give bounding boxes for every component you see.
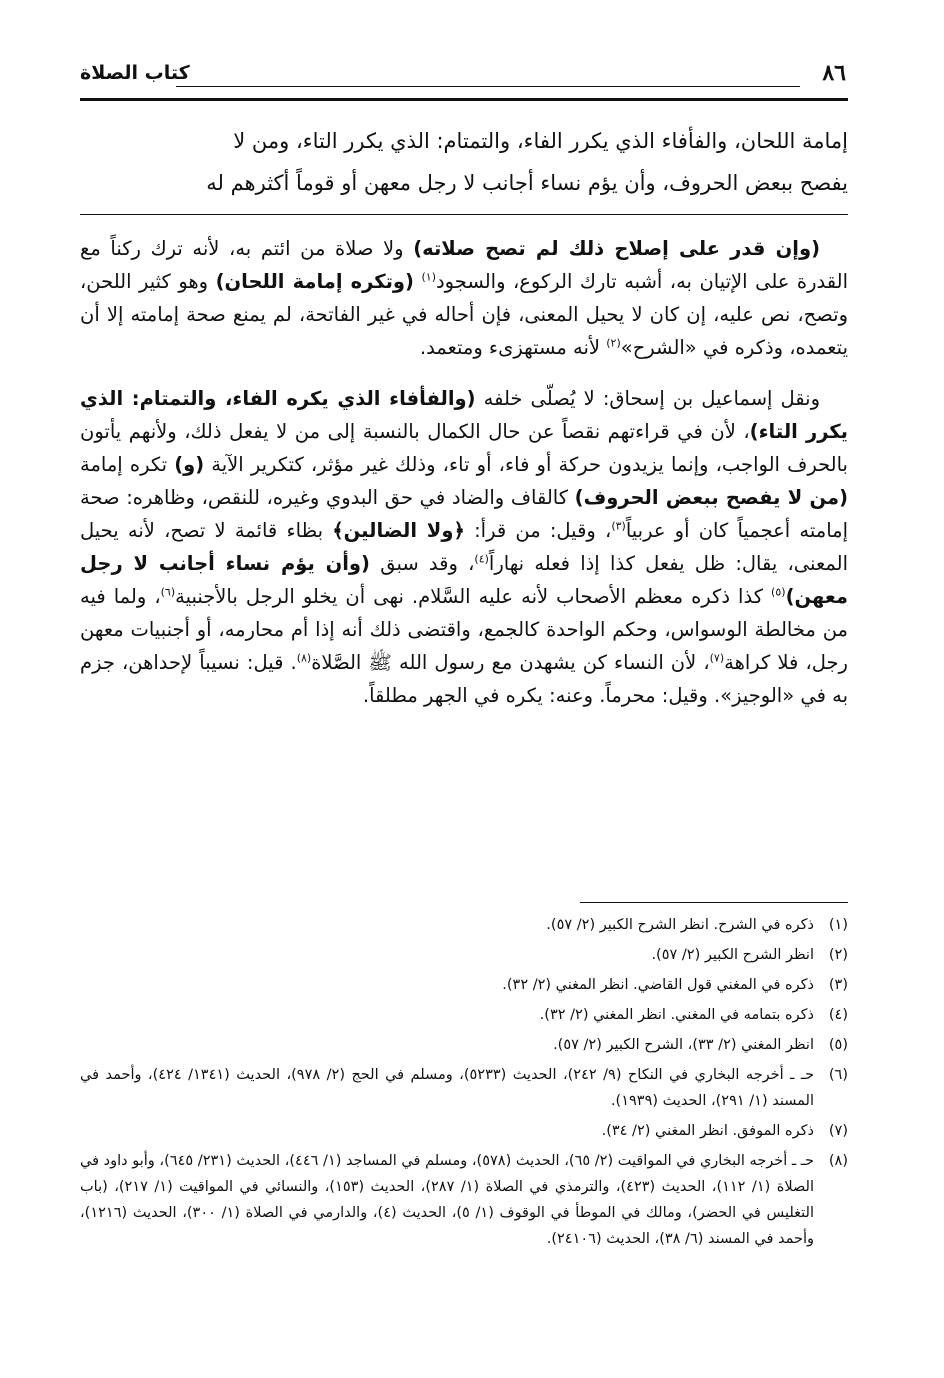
footnote-number: (٥) [828,1037,848,1053]
footnote-text: انظر الشرح الكبير (٢/ ٥٧). [651,947,814,963]
footnote-number: (٦) [828,1067,848,1083]
footnote [80,1002,848,1028]
footnote-number: (١) [828,917,848,933]
commentary-paragraph [80,382,848,712]
commentary-text: ، وقيل: من قرأ: [464,519,612,542]
commentary-text: . قيل: نسيباً لإحداهن، جزم به في «الوجيز». وقيل: محرماً. وعنه: يكره في الجهر مطلقاً. [80,651,848,707]
quran-quote: ﴿ولا الضالين﴾ [332,519,465,542]
footnote-text: ذكره في الشرح. انظر الشرح الكبير (٢/ ٥٧). [546,917,814,933]
footnote-text: ذكره الموفق. انظر المغني (٢/ ٣٤). [601,1123,814,1139]
commentary-text: كذا ذكره معظم الأصحاب لأنه عليه السَّلام. نهى أن يخلو الرجل بالأجنبية [175,585,772,608]
commentary-text: ، ولما فيه من مخالطة الوسواس، وحكم الواحدة كالجمع، واقتضى ذلك أنه إذا أم محارمه، أو أجنبيات معهن رجل، فلا كراهة [80,585,848,674]
commentary-text: ، وقد سبق [369,552,475,575]
footnotes [80,912,848,1256]
footnote-ref: (٨) [296,651,312,665]
book-page [80,52,848,1352]
commentary-text: كالقاف والضاد في حق البدوي وغيره، للنقص، وظاهره: صحة إمامته أعجمياً كان أو عربياً [80,486,849,542]
commentary-text: بظاء قائمة لا تصح، لأنه يحيل المعنى، يقال: ظل يفعل كذا إذا فعله نهاراً [80,519,848,575]
main-text-line: إمامة اللحان، والفأفاء الذي يكرر الفاء، والتمتام: الذي يكرر التاء، ومن لا [233,129,848,153]
quoted-text: (من لا يفصح ببعض الحروف) [574,486,848,509]
footnote-ref: (٣) [611,519,626,533]
commentary-text: ، لأن النساء كن يشهدن مع رسول الله ﷺ الصَّلاة [311,651,710,674]
footnote-text: حـ ـ أخرجه البخاري في المواقيت (٢/ ٦٥)، الحديث (٥٧٨)، ومسلم في المساجد (١/ ٤٤٦)، الحديث (٢٣١/ ٦٤٥)، وأبو داود في الصلاة (١/ ١١٢)، الحديث (٤٢٣)، والترمذي في الصلاة (١/ ٢٨٧)، الحديث (١٥٣)، والنسائي في المواقيت (١/ ٢١٧)، (باب التغليس في الحضر)، ومالك في الموطأ في الوقوف (١/ ٥)، الحديث (٤)، والدارمي في الصلاة (١/ ٣٠٠)، الحديث (١٢١٦)، وأحمد في المسند (٦/ ٣٨)، الحديث (٢٤١٠٦). [80,1153,815,1247]
footnote-text: ذكره في المغني قول القاضي. انظر المغني (٢/ ٣٢). [502,977,814,993]
footnote-ref: (٥) [771,585,786,599]
footnote-number: (٧) [828,1123,848,1139]
footnote-ref: (٦) [160,585,176,599]
footnote-number: (٢) [828,947,848,963]
page-number: ٨٦ [822,60,846,86]
footnote [80,972,848,998]
footnote-text: حـ ـ أخرجه البخاري في النكاح (٩/ ٢٤٢)، الحديث (٥٢٣٣)، ومسلم في الحج (٢/ ٩٧٨)، الحديث (١٣٤١/ ٤٢٤)، وأحمد في المسند (١/ ٢٩١)، الحديث (١٩٣٩). [80,1067,815,1109]
quoted-text: (والفأفاء الذي يكره الفاء، والتمتام: الذي يكرر التاء) [80,387,848,443]
commentary-text: ولا صلاة من ائتم به، لأنه ترك ركناً مع القدرة على الإتيان به، أشبه تارك الركوع، والسجود [80,237,848,293]
footnote [80,1118,848,1144]
running-header [80,60,848,94]
quoted-text: (وتكره إمامة اللحان) [215,270,414,293]
main-text [80,120,848,204]
footnote-ref: (٢) [606,336,621,350]
footnote [80,1062,848,1114]
footnote-ref: (٤) [474,552,489,566]
quoted-text: (و) [174,453,205,476]
commentary-text: وهو كثير اللحن، وتصح، نص عليه، إن كان لا يحيل المعنى، فإن أحاله في غير الفاتحة، لم يمنع صحة إمامته إلا أن يتعمده، وذكره في «الشرح» [80,270,848,359]
commentary-text: ونقل إسماعيل بن إسحاق: لا يُصلّى خلفه [475,387,820,410]
footnote-number: (٣) [828,977,848,993]
book-title: كتاب الصلاة [80,62,190,84]
footnote [80,912,848,938]
footnote [80,1032,848,1058]
footnote [80,942,848,968]
footnote-text: ذكره بتمامه في المغني. انظر المغني (٢/ ٣٢). [539,1007,814,1023]
main-text-line: يفصح ببعض الحروف، وأن يؤم نساء أجانب لا رجل معهن أو قوماً أكثرهم له [206,171,848,195]
header-divider [176,86,800,87]
commentary [80,232,848,730]
commentary-paragraph [80,232,848,364]
footnotes-divider [580,902,848,903]
header-bottom-rule [80,98,848,101]
footnote-text: انظر المغني (٢/ ٣٣)، الشرح الكبير (٢/ ٥٧). [553,1037,814,1053]
footnote-number: (٤) [828,1007,848,1023]
commentary-text: ، لأن في قراءتهم نقصاً عن حال الكمال بالنسبة إلى من لا يفعل ذلك، ولأنهم يأتون بالحرف الواجب، وإنما يزيدون حركة أو فاء، أو تاء، وذلك غير مؤثر، كتكرير الآية [80,420,848,476]
main-text-divider [80,214,848,215]
footnote-ref: (٧) [709,651,725,665]
footnote-number: (٨) [828,1153,848,1169]
footnote-ref: (١) [421,270,436,284]
footnote [80,1148,848,1252]
quoted-text: (وأن يؤم نساء أجانب لا رجل معهن) [80,552,848,608]
quoted-text: (وإن قدر على إصلاح ذلك لم تصح صلاته) [413,237,820,260]
commentary-text: تكره إمامة [80,453,175,476]
commentary-text: لأنه مستهزىء ومتعمد. [419,336,607,359]
